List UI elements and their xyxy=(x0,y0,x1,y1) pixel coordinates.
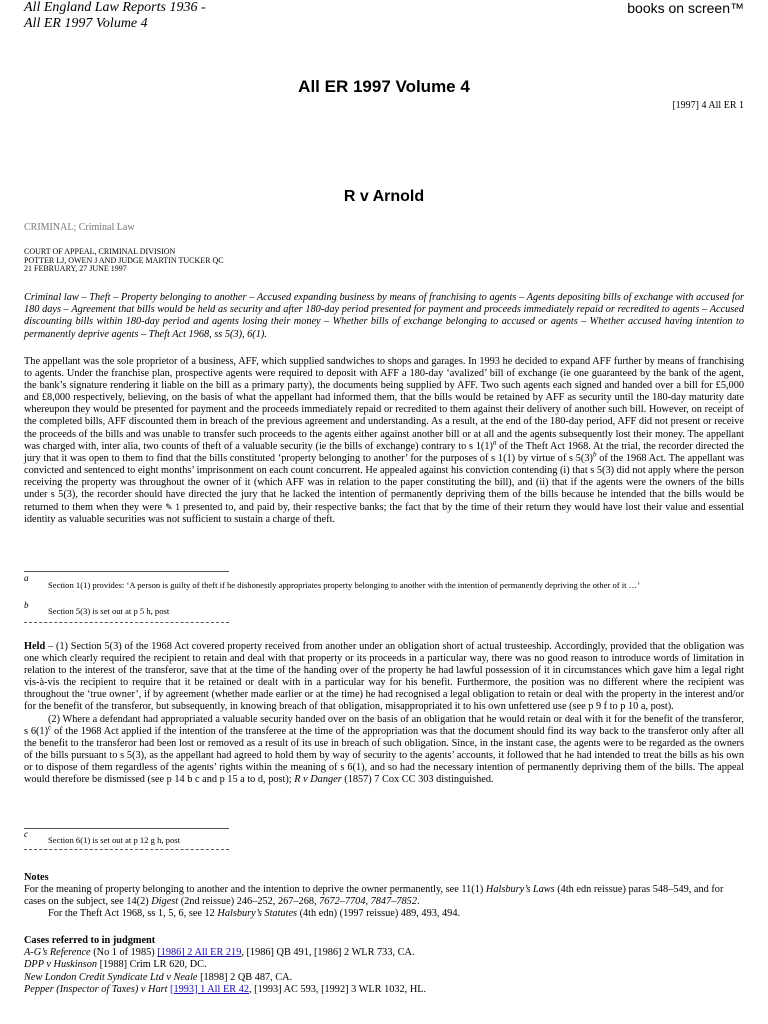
footnote-text: Section 5(3) is set out at p 5 h, post xyxy=(48,606,170,616)
case-category: CRIMINAL; Criminal Law xyxy=(24,222,135,233)
facts-text-1: The appellant was the sole proprietor of a business, AFF, which supplied sandwiches to shops and garages. In 1993 he decided to expand AFF further by means of franchising to agents. Under the franchise plan, prospective agents were required to deposit with AFF a 180-day ‘avalized’ bill of exchange (ie one guaranteed by the bank of the agent, the bank’s signature rendering it liable on the bill as a primary party), the documents being supplied by AFF. Two such agents each signed and handed over a bill for £5,000 and £8,000 respectively, believing, on the basis of what the appellant had informed them, that the bills would be retained by AFF as security until the 180-day maturity date whereupon they would be presented for payment and the proceeds immediately repaid or recredited to them against their delivery of another such bill. However, on receipt of the completed bills, AFF discounted them in breach of the previous agreement and understanding. As a result, at the end of the 180-day period, AFF did not present or receive the proceeds of the bills and was unable to transfer such proceeds to the agents either against another bill or at all and the agents subsequently lost their money. The appellant was charged with, inter alia, two counts of theft of a valuable security (ie the bills of exchange) contrary to s 1(1) xyxy=(24,356,744,452)
notes-text: (4th edn) (1997 reissue) 489, 493, 494. xyxy=(297,908,461,920)
case-name: DPP v Huskinson xyxy=(24,959,98,971)
case-name: Pepper (Inspector of Taxes) v Hart xyxy=(24,983,168,995)
case-name: New London Credit Syndicate Ltd v Neale xyxy=(24,971,198,983)
footnote-ref-a[interactable]: a xyxy=(492,438,497,447)
footnote-a xyxy=(24,575,746,590)
footnote-ref-b[interactable]: b xyxy=(592,450,597,459)
hearing-dates: 21 FEBRUARY, 27 JUNE 1997 xyxy=(24,264,127,274)
court-details xyxy=(24,248,224,274)
case-citations: [1898] 2 QB 487, CA. xyxy=(197,971,293,983)
case-report-link[interactable]: [1993] 1 All ER 42 xyxy=(170,983,249,995)
notes-text: . xyxy=(416,896,420,908)
page-break-marker-icon: ✎ 1 xyxy=(165,502,180,513)
footnote-text: Section 6(1) is set out at p 12 g h, post xyxy=(48,835,180,845)
publication-header xyxy=(24,0,206,32)
held-label: Held xyxy=(24,641,46,652)
footnote-text: Section 1(1) provides: ‘A person is guilty of theft if he dishonestly appropriates property belonging to another with the intention of permanently depriving the other of it …’ xyxy=(48,580,641,590)
footnote-end-divider xyxy=(24,849,229,850)
case-name: R v Danger xyxy=(294,774,342,786)
case-entry xyxy=(24,972,744,984)
notes-reference: Digest xyxy=(151,896,179,908)
catchwords: Criminal law – Theft – Property belonging to another – Accused expanding business by means of franchising to agents – Agents depositing bills of exchange with accused for 180 days – Agreement that bills would be held as security and after 180-day period presented for payment and proceeds immediately repaid or recredited to agents – Accused discounting bills within 180-day period and agents losing their money – Whether bills of exchange belonging to accused or agents – Whether accused having intention to permanently deprive agents – Theft Act 1968, ss 5(3), 6(1). xyxy=(24,292,744,340)
footnote-mark: b xyxy=(24,600,29,610)
held-paragraph-2b: of the 1968 Act applied if the intention of the transferee at the time of the appropriation was that the document should find its way back to the transferor only after all the benefit to the transferor had been lost or removed as a result of its use in breach of such obligation. Since, in the instant case, the agents were to be regarded as the owners of the bills pursuant to s 5(3), as the appellant had agreed to hold them by way of security to the agents’ accounts, it followed that he had intended to treat the bills as his own or to dispose of them regardless of the agents’ rights within the meaning of s 6(1), and so had the necessary intention of permanently depriving them of the bills. The appeal would therefore be dismissed (see p 14 b c and p 15 a to d, post); xyxy=(24,725,744,786)
held-paragraph-1: – (1) Section 5(3) of the 1968 Act covered property received from another under an obligation short of actual trusteeship. Accordingly, provided that the obligation was one which clearly required the recipient to retain and deal with that property or its proceeds in a particular way, there was no good reason to introduce words of limitation in relation to the interest of the transferor, save that at the time of the handing over of the property he had lawful possession of it in circumstances which gave him a legal right vis-à-vis the recipient to require that it be retained or dealt with in a particular way for his benefit. Furthermore, the position was no different where the recipient was throughout the ‘true owner’, if by agreement (whether made earlier or at the time) he had recognised a legal obligation to retain or deal with the property in the interest and/or for the benefit of the transferor, but subsequently, in knowing breach of that obligation, misappropriated it to his own unfettered use (see p 9 f to p 10 a, post). xyxy=(24,641,744,713)
publication-series: All England Law Reports 1936 - xyxy=(24,0,206,15)
notes-reference: Halsbury’s Laws xyxy=(485,884,555,896)
footnote-divider xyxy=(24,571,229,572)
case-citations: , [1986] QB 491, [1986] 2 WLR 733, CA. xyxy=(241,947,415,959)
footnote-end-divider xyxy=(24,622,229,623)
court-name: COURT OF APPEAL, CRIMINAL DIVISION xyxy=(24,247,176,256)
held-paragraph-2c: (1857) 7 Cox CC 303 distinguished. xyxy=(341,774,494,786)
notes-text: (4th edn reissue) paras 548–549, and for cases on the subject, see 14(2) xyxy=(24,884,724,908)
case-report-link[interactable]: [1986] 2 All ER 219 xyxy=(157,947,242,959)
case-entry xyxy=(24,984,744,996)
facts-text-3: of the 1968 Act. The appellant was convicted and sentenced to eight months’ imprisonment on each count concurrent. He appealed against his conviction contending (i) that s 5(3) did not apply where the person receiving the property was throughout the owner of it (which AFF was in relation to the paper constituting the bill), and (ii) that if the agents were the owners of the bills under s 5(3), the recorder should have directed the jury that he lacked the intention of permanently depriving them of the bills because he intended that the bills would be returned to them when they were xyxy=(24,452,744,514)
case-title: R v Arnold xyxy=(343,188,425,205)
notes-text: For the Theft Act 1968, ss 1, 5, 6, see 12 xyxy=(48,908,218,920)
notes-section xyxy=(24,872,744,920)
case-name-suffix: (No 1 of 1985) xyxy=(90,947,155,959)
publication-volume: All ER 1997 Volume 4 xyxy=(24,16,148,31)
cases-heading: Cases referred to in judgment xyxy=(24,935,156,946)
case-citations: [1988] Crim LR 620, DC. xyxy=(97,959,207,971)
case-entry xyxy=(24,947,744,959)
headnote-facts xyxy=(24,356,744,526)
notes-text: For the meaning of property belonging to another and the intention to deprive the owner permanently, see 11(1) xyxy=(24,884,486,896)
held-section xyxy=(24,641,744,786)
notes-text: (2nd reissue) 246–252, 267–268, xyxy=(178,896,320,908)
brand-label: books on screen™ xyxy=(627,0,744,16)
footnote-ref-c[interactable]: c xyxy=(48,723,52,732)
facts-text-4: presented to, and paid by, their respective banks; the fact that by the time of their return they would have lost their value and essential identity as valuable securities was not sufficient to sustain a charge of theft. xyxy=(24,502,744,526)
footnote-divider xyxy=(24,828,229,829)
cases-referred xyxy=(24,935,744,996)
notes-heading: Notes xyxy=(24,872,49,883)
case-name: A-G’s Reference xyxy=(24,947,91,959)
footnote-mark: a xyxy=(24,573,29,583)
case-citations: , [1993] AC 593, [1992] 3 WLR 1032, HL. xyxy=(249,983,427,995)
case-citation: [1997] 4 All ER 1 xyxy=(672,100,744,111)
notes-reference: 7672–7704, 7847–7852 xyxy=(319,896,417,908)
judges: POTTER LJ, OWEN J AND JUDGE MARTIN TUCKER QC xyxy=(24,255,224,265)
footnote-b xyxy=(24,602,746,616)
facts-text-2: of the Theft Act 1968. At the trial, the recorder directed the jury that it was open to them to find that the bills constituted ‘property belonging to another’ for the purposes of s 1(1) by virtue of s 5(3) xyxy=(24,440,745,464)
footnote-c xyxy=(24,831,746,845)
volume-title: All ER 1997 Volume 4 xyxy=(298,77,470,96)
case-entry xyxy=(24,959,744,971)
footnote-mark: c xyxy=(24,829,28,839)
notes-reference: Halsbury’s Statutes xyxy=(217,908,298,920)
held-paragraph-2a: (2) Where a defendant had appropriated a valuable security handed over on the basis of an obligation that he would retain or deal with it for the benefit of the transferor, s 6(1) xyxy=(24,713,744,737)
